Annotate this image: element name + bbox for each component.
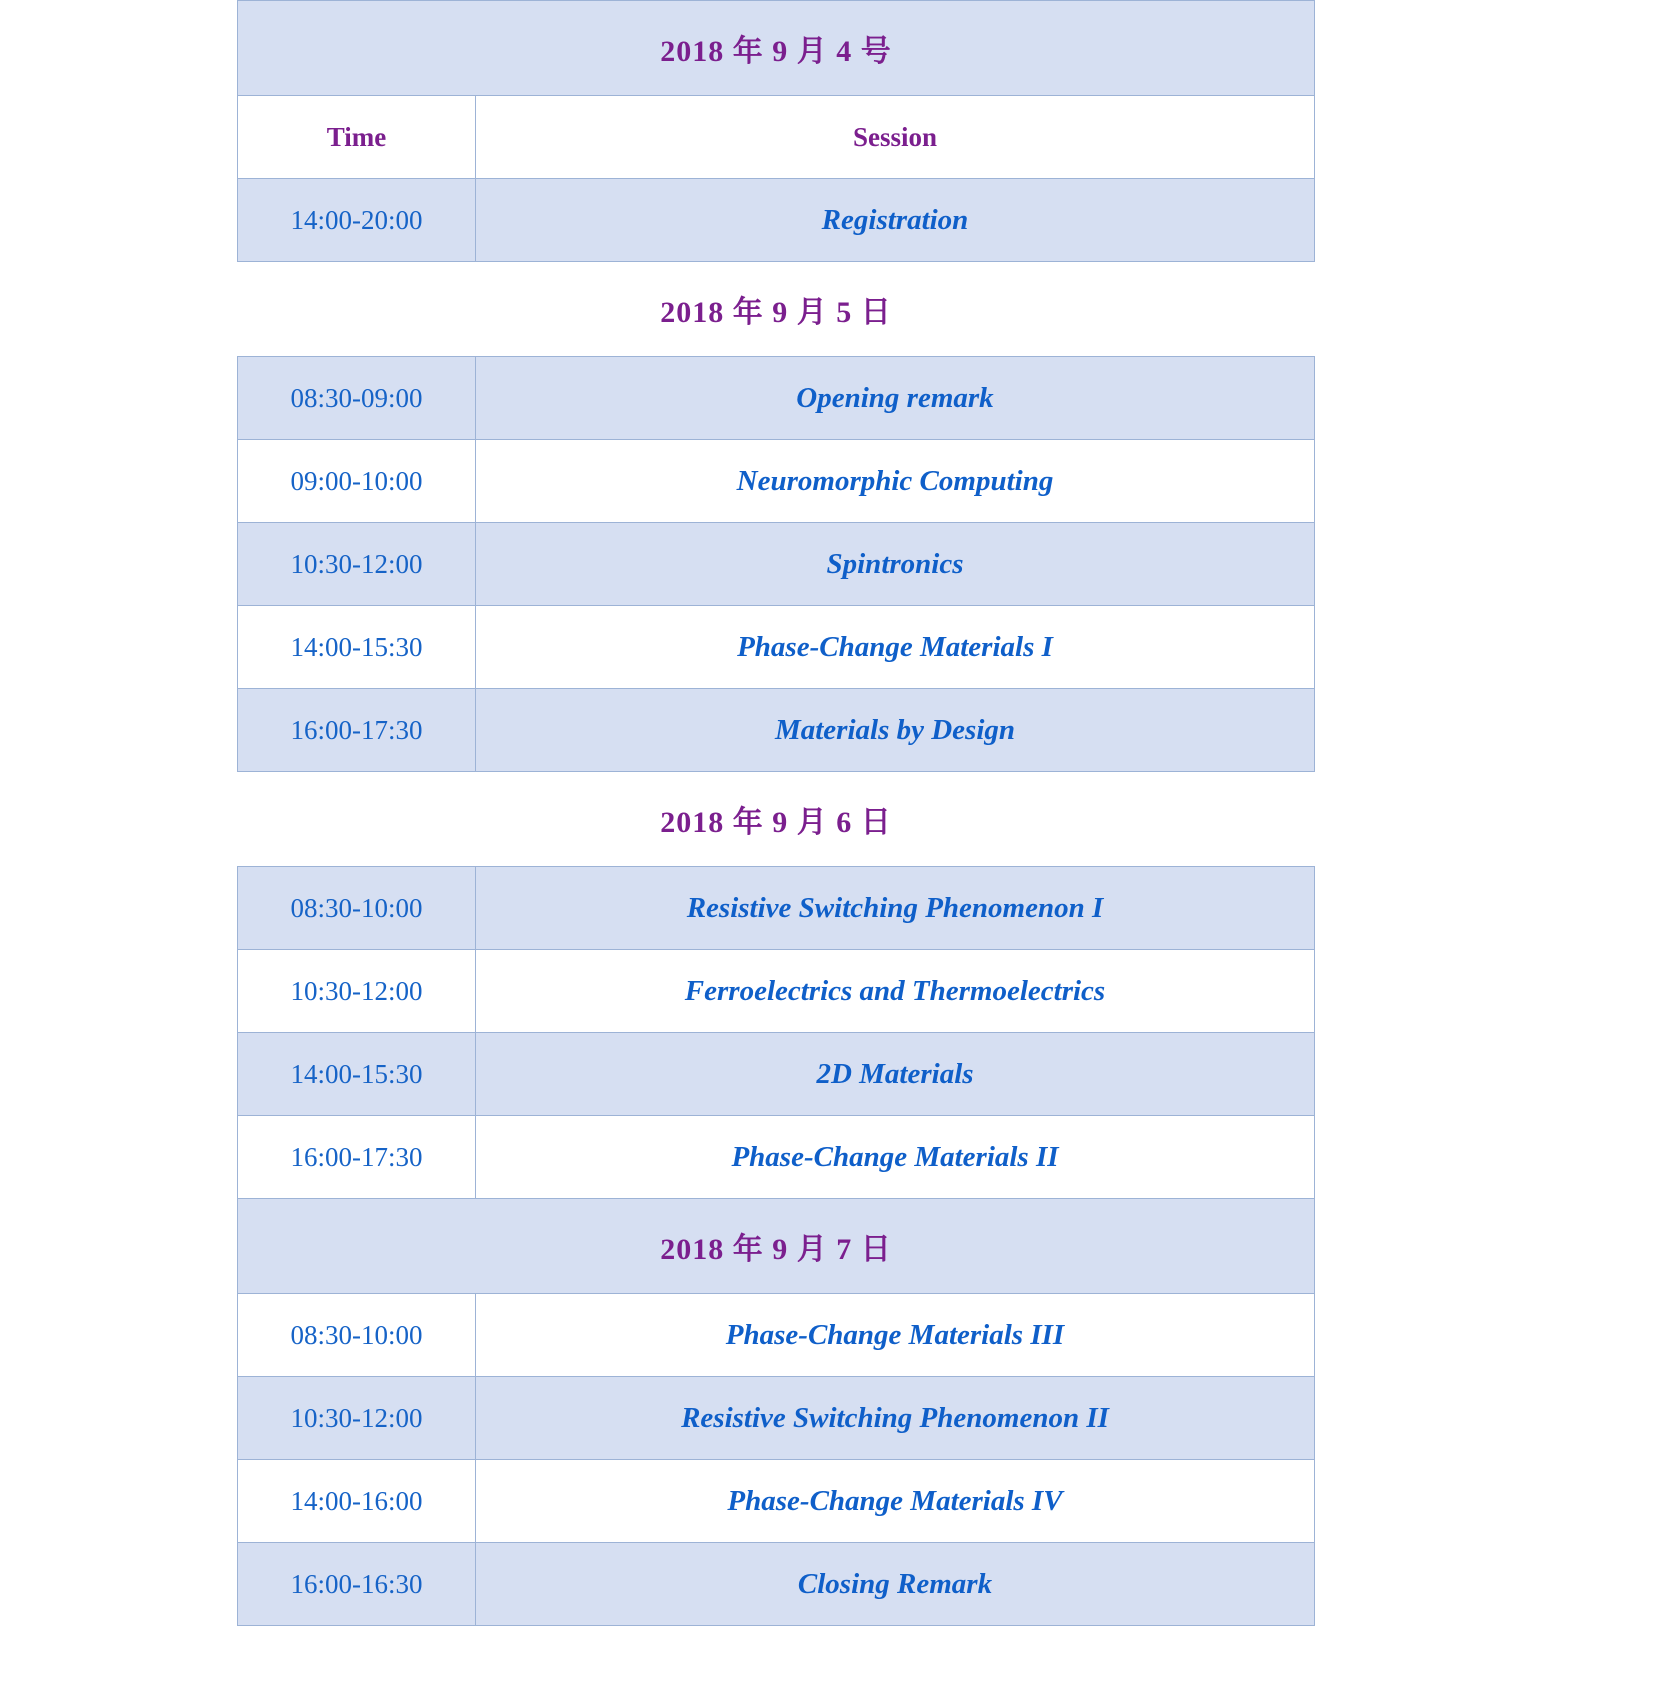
day-header-date: 2018 年 9 月 7 日 [238, 1199, 1315, 1294]
row-session: Neuromorphic Computing [476, 440, 1315, 523]
day-header-row [238, 1199, 1315, 1294]
row-session: Closing Remark [476, 1543, 1315, 1626]
day-header-row [238, 772, 1315, 867]
column-header-time: Time [238, 96, 476, 179]
schedule-body [238, 1, 1315, 1626]
table-row [238, 1377, 1315, 1460]
row-time: 16:00-17:30 [238, 689, 476, 772]
row-time: 16:00-16:30 [238, 1543, 476, 1626]
table-row [238, 1543, 1315, 1626]
row-session: Phase-Change Materials I [476, 606, 1315, 689]
conference-schedule-table [237, 0, 1315, 1626]
table-row [238, 950, 1315, 1033]
row-time: 08:30-10:00 [238, 1294, 476, 1377]
table-row [238, 440, 1315, 523]
row-time: 08:30-10:00 [238, 867, 476, 950]
row-session: Opening remark [476, 357, 1315, 440]
row-session: Ferroelectrics and Thermoelectrics [476, 950, 1315, 1033]
row-time: 10:30-12:00 [238, 523, 476, 606]
column-header-session: Session [476, 96, 1315, 179]
table-row [238, 179, 1315, 262]
table-row [238, 1033, 1315, 1116]
day-header-row [238, 1, 1315, 96]
day-header-date: 2018 年 9 月 4 号 [238, 1, 1315, 96]
row-time: 16:00-17:30 [238, 1116, 476, 1199]
row-session: Phase-Change Materials II [476, 1116, 1315, 1199]
table-row [238, 357, 1315, 440]
row-time: 10:30-12:00 [238, 950, 476, 1033]
table-row [238, 1116, 1315, 1199]
row-session: Materials by Design [476, 689, 1315, 772]
row-time: 09:00-10:00 [238, 440, 476, 523]
row-session: Spintronics [476, 523, 1315, 606]
row-time: 14:00-15:30 [238, 606, 476, 689]
row-session: Phase-Change Materials IV [476, 1460, 1315, 1543]
table-row [238, 689, 1315, 772]
row-time: 10:30-12:00 [238, 1377, 476, 1460]
table-row [238, 606, 1315, 689]
day-header-date: 2018 年 9 月 5 日 [238, 262, 1315, 357]
row-time: 08:30-09:00 [238, 357, 476, 440]
row-session: Phase-Change Materials III [476, 1294, 1315, 1377]
day-header-row [238, 262, 1315, 357]
table-row [238, 1294, 1315, 1377]
row-session: Registration [476, 179, 1315, 262]
row-time: 14:00-16:00 [238, 1460, 476, 1543]
row-session: 2D Materials [476, 1033, 1315, 1116]
table-row [238, 867, 1315, 950]
table-row [238, 523, 1315, 606]
row-time: 14:00-15:30 [238, 1033, 476, 1116]
table-row [238, 1460, 1315, 1543]
row-session: Resistive Switching Phenomenon I [476, 867, 1315, 950]
day-header-date: 2018 年 9 月 6 日 [238, 772, 1315, 867]
column-header-row [238, 96, 1315, 179]
row-time: 14:00-20:00 [238, 179, 476, 262]
row-session: Resistive Switching Phenomenon II [476, 1377, 1315, 1460]
